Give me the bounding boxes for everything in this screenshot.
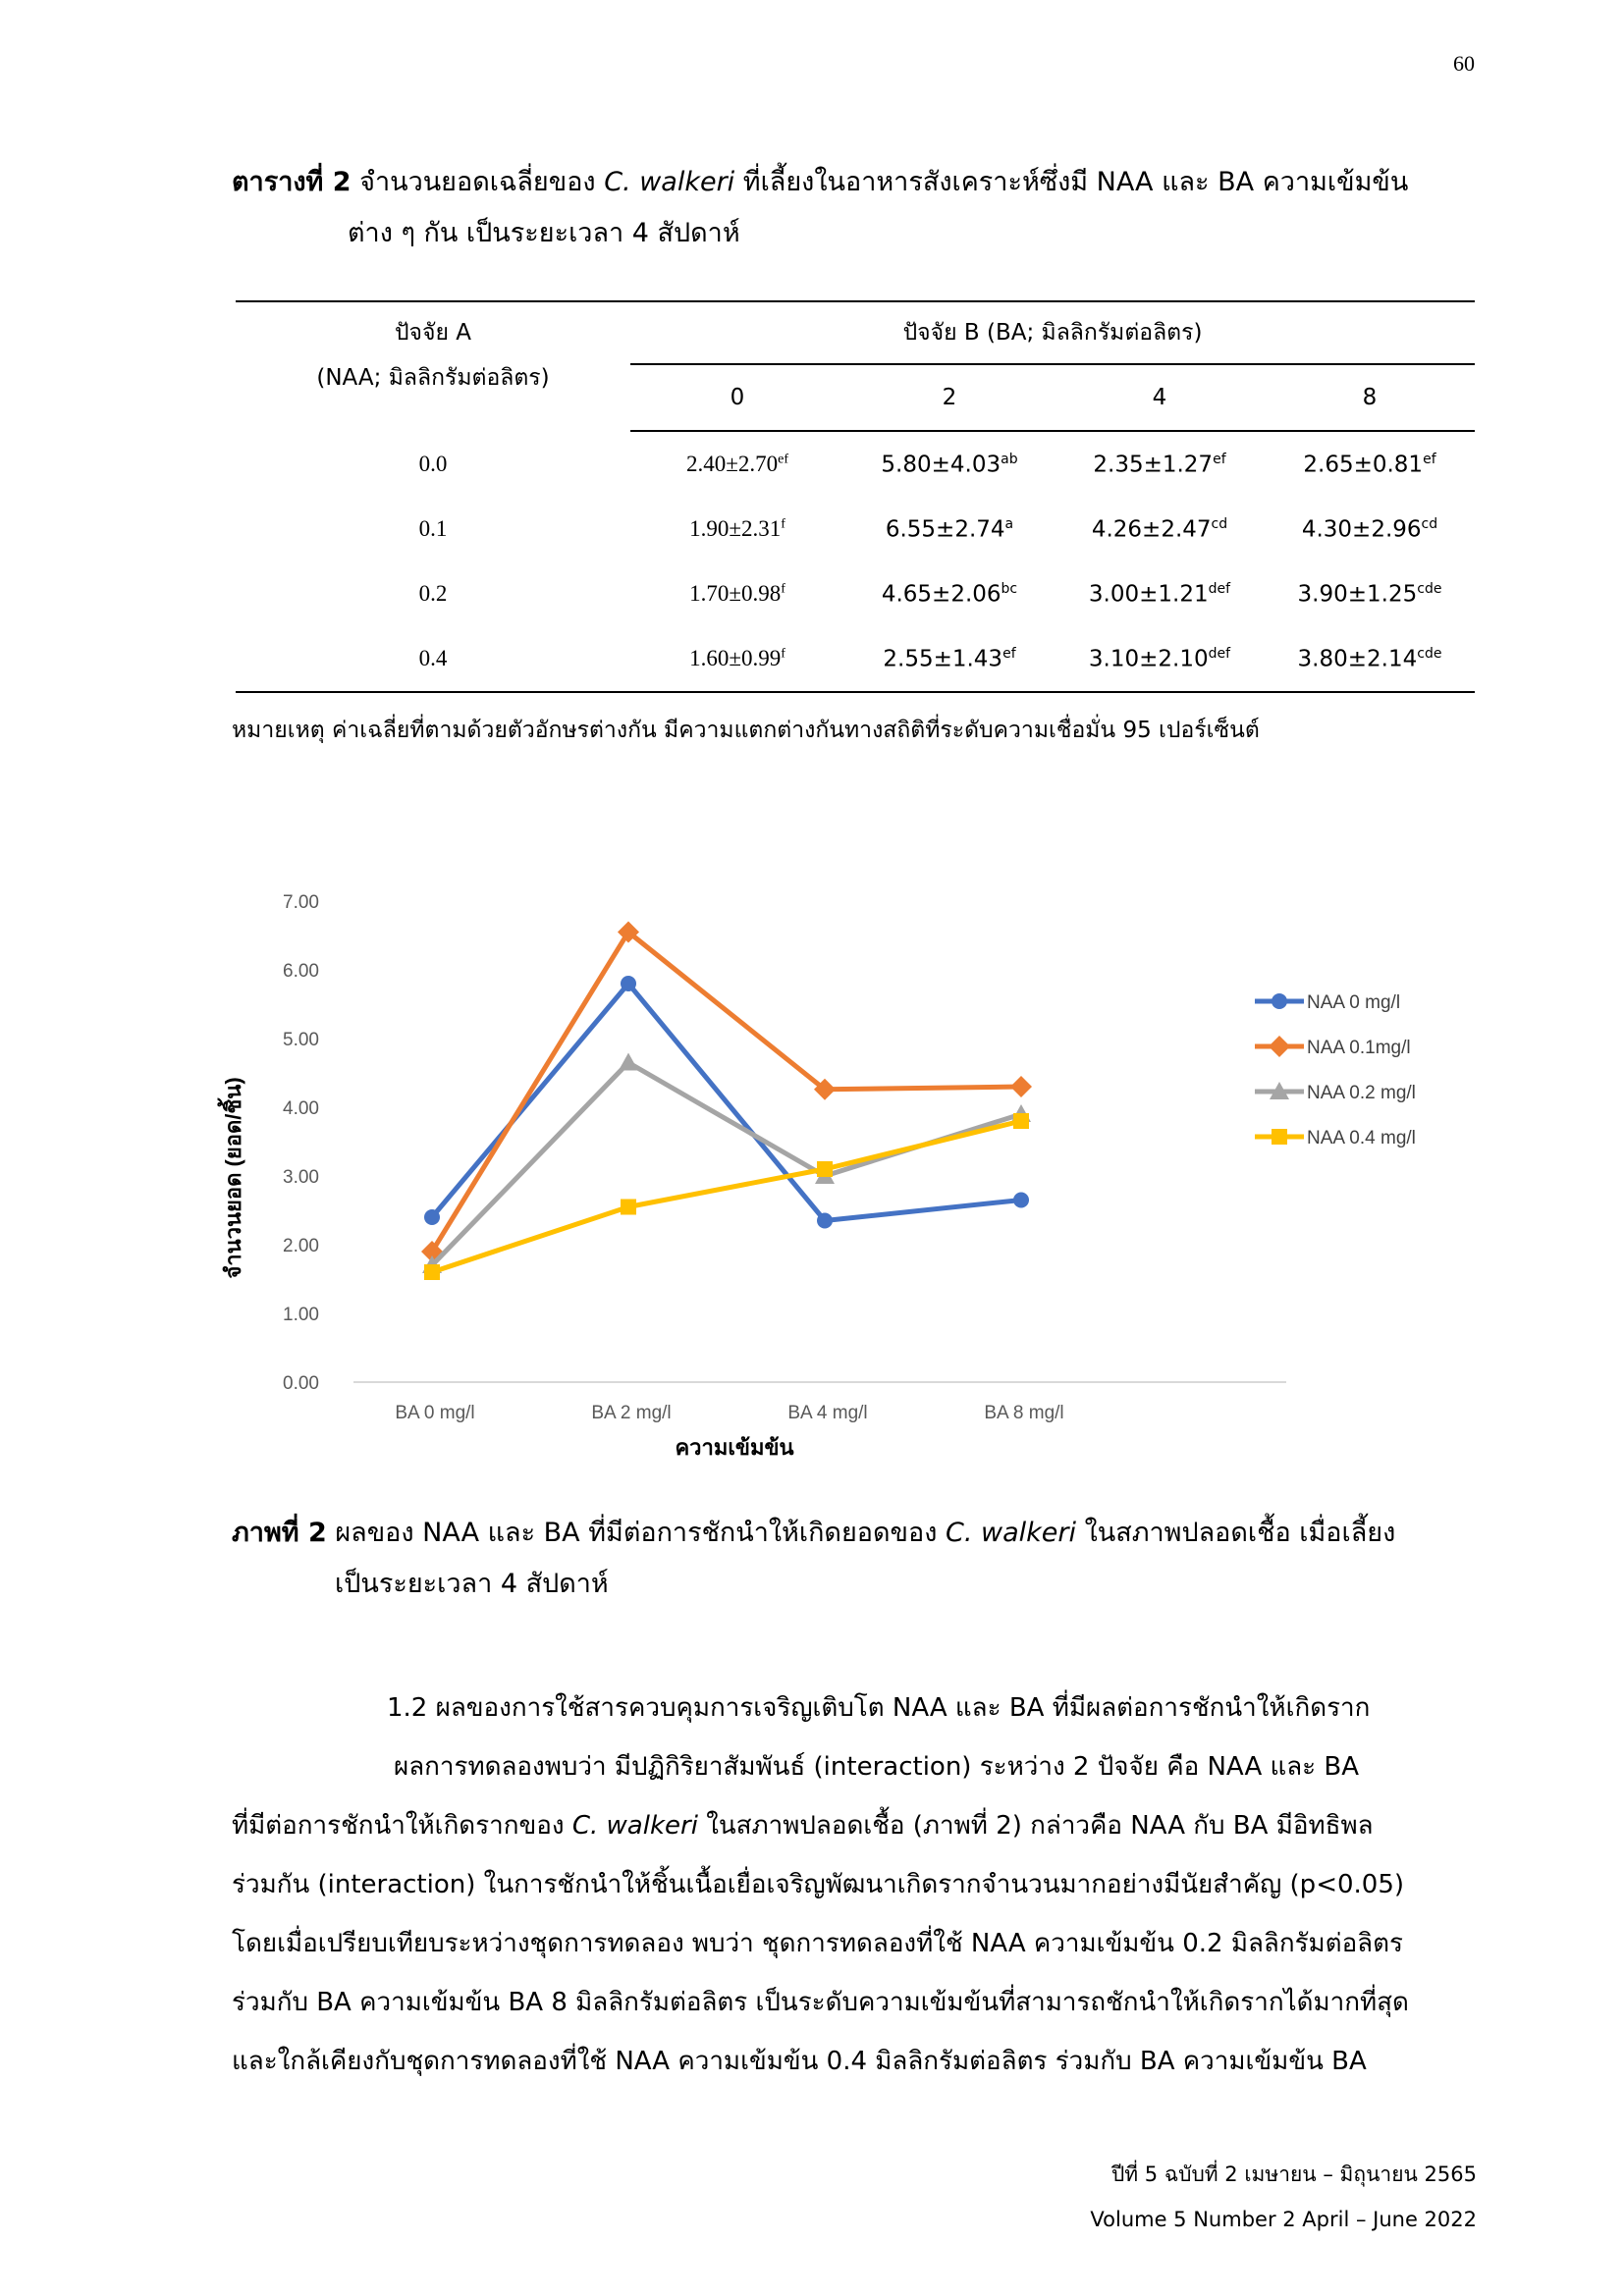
data-point	[619, 1053, 638, 1071]
figure-caption	[232, 1508, 1469, 1610]
mean-cell	[630, 431, 844, 497]
ba-level-header: 8	[1265, 364, 1475, 431]
legend	[1255, 992, 1416, 1148]
significance-letter: cde	[1417, 645, 1442, 662]
table-row	[236, 561, 1475, 626]
table-caption-line1	[232, 157, 1469, 208]
factor-a-unit: (NAA; มิลลิกรัมต่อลิตร)	[316, 365, 550, 391]
mean-cell	[630, 561, 844, 626]
figure-caption-text: ผลของ NAA และ BA ที่มีต่อการชักนำให้เกิดยอดของ	[335, 1518, 938, 1548]
factor-a-label: ปัจจัย A	[394, 320, 472, 346]
figure-caption-line2: เป็นระยะเวลา 4 สัปดาห์	[335, 1569, 609, 1599]
significance-letter: f	[781, 516, 785, 532]
significance-letter: def	[1208, 645, 1231, 662]
naa-level-cell: 0.1	[418, 516, 448, 541]
mean-cell	[844, 561, 1055, 626]
mean-cell	[844, 626, 1055, 691]
legend-item	[1255, 1128, 1416, 1148]
body-line: และใกล้เคียงกับชุดการทดลองที่ใช้ NAA ความเข้มข้น 0.4 มิลลิกรัมต่อลิตร ร่วมกับ BA ความเข้มข้น BA	[232, 2047, 1367, 2076]
mean-cell	[1055, 626, 1265, 691]
y-axis-label: จำนวนยอด (ยอด/ชิ้น)	[221, 1077, 245, 1279]
data-table	[236, 300, 1475, 693]
mean-value: 2.55±1.43	[883, 646, 1003, 672]
table-caption-species: C. walkeri	[604, 167, 735, 197]
y-tick-label: 3.00	[283, 1167, 319, 1188]
significance-letter: bc	[1001, 580, 1018, 597]
footer-thai: ปีที่ 5 ฉบับที่ 2 เมษายน – มิถุนายน 2565	[1110, 2163, 1477, 2186]
table-caption-text-after: ที่เลี้ยงในอาหารสังเคราะห์ซึ่งมี NAA และ BA ความเข้มข้น	[742, 167, 1409, 197]
mean-cell	[1265, 431, 1475, 497]
table-note: หมายเหตุ ค่าเฉลี่ยที่ตามด้วยตัวอักษรต่างกัน มีความแตกต่างกันทางสถิติที่ระดับความเชื่อมั่น 95 เปอร์เซ็นต์	[232, 718, 1260, 743]
table-row	[236, 626, 1475, 691]
footer	[1090, 2152, 1477, 2242]
x-axis-label: ความเข้มข้น	[675, 1435, 794, 1460]
data-point	[621, 1200, 636, 1215]
mean-value: 4.65±2.06	[881, 581, 1001, 608]
table-caption	[232, 157, 1469, 259]
series-line	[432, 1063, 1021, 1266]
series-1	[421, 922, 1032, 1263]
ba-level-header: 0	[630, 364, 844, 431]
mean-value: 1.90±2.31	[689, 516, 782, 541]
body-line: โดยเมื่อเปรียบเทียบระหว่างชุดการทดลอง พบว่า ชุดการทดลองที่ใช้ NAA ความเข้มข้น 0.2 มิลลิกรัมต่อลิตร	[232, 1929, 1403, 1958]
figure-caption-line1	[232, 1508, 1469, 1559]
y-tick-label: 2.00	[283, 1236, 319, 1256]
mean-value: 1.60±0.99	[689, 646, 782, 670]
y-tick-label: 7.00	[283, 892, 319, 913]
data-point	[1272, 1129, 1287, 1145]
data-point	[1269, 1036, 1290, 1057]
figure-caption-species: C. walkeri	[946, 1518, 1076, 1548]
mean-cell	[1055, 497, 1265, 561]
significance-letter: cd	[1421, 515, 1438, 532]
data-point	[817, 1213, 833, 1229]
y-tick-label: 5.00	[283, 1030, 319, 1050]
significance-letter: ef	[1423, 451, 1436, 467]
y-tick-label: 6.00	[283, 961, 319, 982]
mean-cell	[1265, 497, 1475, 561]
table-body	[236, 431, 1475, 691]
mean-value: 3.10±2.10	[1088, 646, 1209, 672]
legend-label: NAA 0.1mg/l	[1307, 1038, 1411, 1058]
series-line	[432, 1121, 1021, 1272]
legend-item	[1255, 1036, 1411, 1058]
data-point	[424, 1264, 440, 1280]
y-axis-ticks	[283, 892, 319, 1394]
ba-level-header: 4	[1055, 364, 1265, 431]
data-point	[621, 976, 636, 991]
body-text	[232, 1679, 1477, 2091]
page-number: 60	[1453, 51, 1475, 76]
significance-letter: cde	[1417, 580, 1442, 597]
mean-cell	[1055, 561, 1265, 626]
body-line-text: ที่มีต่อการชักนำให้เกิดรากของ	[232, 1811, 565, 1841]
footer-english: Volume 5 Number 2 April – June 2022	[1090, 2208, 1477, 2231]
legend-item	[1255, 992, 1400, 1013]
mean-value: 1.70±0.98	[689, 581, 782, 606]
series-line	[432, 933, 1021, 1253]
mean-cell	[844, 497, 1055, 561]
x-tick-label: BA 8 mg/l	[984, 1403, 1064, 1423]
significance-letter: a	[1004, 515, 1014, 532]
y-tick-label: 4.00	[283, 1098, 319, 1119]
mean-value: 6.55±2.74	[885, 516, 1005, 543]
y-tick-label: 0.00	[283, 1373, 319, 1394]
data-point	[1013, 1193, 1029, 1208]
mean-value: 3.90±1.25	[1297, 581, 1418, 608]
naa-level-cell: 0.4	[418, 646, 448, 670]
factor-a-header	[236, 302, 630, 431]
significance-letter: ab	[1001, 451, 1018, 467]
significance-letter: cd	[1211, 515, 1228, 532]
series-layer	[421, 922, 1032, 1281]
mean-cell	[630, 497, 844, 561]
data-point	[1013, 1113, 1029, 1129]
mean-value: 4.26±2.47	[1091, 516, 1212, 543]
body-line: ร่วมกัน (interaction) ในการชักนำให้ชิ้นเนื้อเยื่อเจริญพัฒนาเกิดรากจำนวนมากอย่างมีนัยสำคัญ (p<0.05)	[232, 1870, 1405, 1899]
legend-item	[1255, 1082, 1416, 1103]
y-tick-label: 1.00	[283, 1305, 319, 1325]
table-caption-label: ตารางที่ 2	[232, 167, 352, 197]
body-line: ร่วมกับ BA ความเข้มข้น BA 8 มิลลิกรัมต่อลิตร เป็นระดับความเข้มข้นที่สามารถชักนำให้เกิดรากได้มากที่สุด	[232, 1988, 1409, 2017]
significance-letter: def	[1208, 580, 1231, 597]
naa-level-cell: 0.2	[418, 581, 448, 606]
series-line	[432, 984, 1021, 1221]
significance-letter: ef	[778, 452, 788, 467]
significance-letter: f	[781, 646, 785, 662]
x-tick-label: BA 4 mg/l	[787, 1403, 868, 1423]
factor-b-label: ปัจจัย B (BA; มิลลิกรัมต่อลิตร)	[630, 302, 1475, 364]
mean-value: 2.40±2.70	[685, 452, 779, 476]
data-point	[424, 1209, 440, 1225]
line-chart	[196, 864, 1492, 1492]
table-caption-text: จำนวนยอดเฉลี่ยของ	[359, 167, 596, 197]
mean-value: 4.30±2.96	[1301, 516, 1422, 543]
table-row	[236, 497, 1475, 561]
legend-label: NAA 0 mg/l	[1307, 992, 1401, 1013]
legend-label: NAA 0.4 mg/l	[1307, 1128, 1416, 1148]
significance-letter: ef	[1213, 451, 1226, 467]
mean-value: 3.80±2.14	[1297, 646, 1418, 672]
body-line-species: C. walkeri	[571, 1811, 698, 1841]
x-tick-label: BA 2 mg/l	[591, 1403, 672, 1423]
mean-cell	[1055, 431, 1265, 497]
significance-letter: f	[781, 581, 785, 597]
mean-value: 2.35±1.27	[1093, 452, 1214, 478]
data-point	[1272, 993, 1287, 1009]
x-axis-ticks	[395, 1403, 1063, 1423]
section-heading: 1.2 ผลของการใช้สารควบคุมการเจริญเติบโต NAA และ BA ที่มีผลต่อการชักนำให้เกิดราก	[387, 1693, 1371, 1723]
x-tick-label: BA 0 mg/l	[395, 1403, 475, 1423]
body-line: ผลการทดลองพบว่า มีปฏิกิริยาสัมพันธ์ (interaction) ระหว่าง 2 ปัจจัย คือ NAA และ BA	[394, 1752, 1360, 1782]
mean-cell	[844, 431, 1055, 497]
data-point	[1010, 1076, 1032, 1097]
table-bottom-rule	[236, 691, 1475, 693]
naa-level-cell: 0.0	[418, 451, 448, 476]
body-line-text: ในสภาพปลอดเชื้อ (ภาพที่ 2) กล่าวคือ NAA กับ BA มีอิทธิพล	[706, 1811, 1374, 1841]
legend-label: NAA 0.2 mg/l	[1307, 1083, 1416, 1103]
mean-cell	[1265, 626, 1475, 691]
mean-cell	[630, 626, 844, 691]
data-point	[817, 1161, 833, 1177]
mean-value: 2.65±0.81	[1303, 452, 1424, 478]
mean-value: 3.00±1.21	[1088, 581, 1209, 608]
figure-caption-label: ภาพที่ 2	[232, 1518, 327, 1548]
mean-value: 5.80±4.03	[881, 452, 1001, 478]
ba-level-header: 2	[844, 364, 1055, 431]
mean-cell	[1265, 561, 1475, 626]
figure-caption-text-after: ในสภาพปลอดเชื้อ เมื่อเลี้ยง	[1076, 1518, 1396, 1548]
body-line	[232, 1796, 1477, 1855]
table-row	[236, 431, 1475, 497]
significance-letter: ef	[1002, 645, 1016, 662]
table-caption-line2: ต่าง ๆ กัน เป็นระยะเวลา 4 สัปดาห์	[348, 218, 740, 248]
